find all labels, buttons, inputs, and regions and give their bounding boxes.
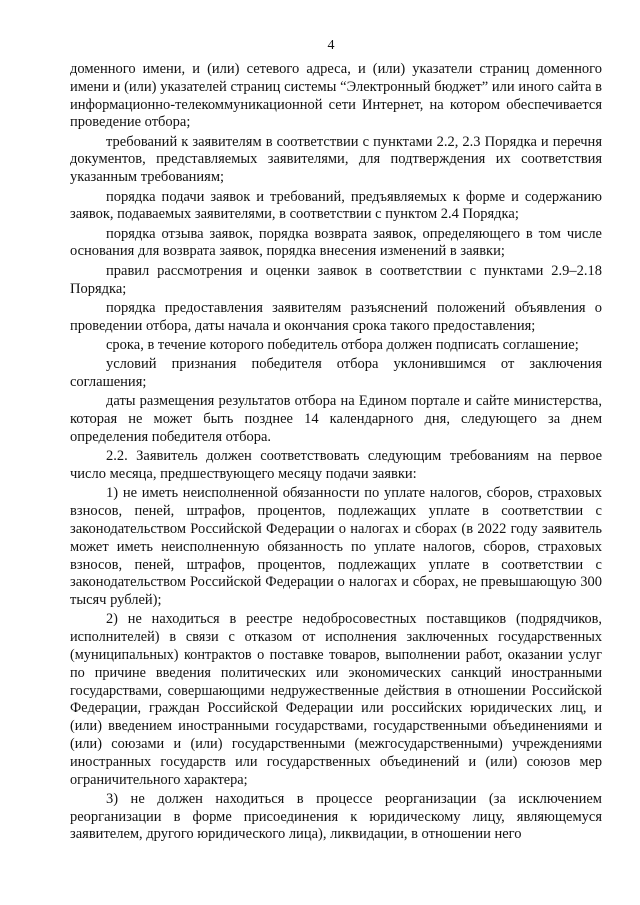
paragraph-section-2-2: 2.2. Заявитель должен соответствовать следующим требованиям на первое число месяца, предшествующего месяцу подачи заявки: [70,448,602,483]
paragraph-application-submission: порядка подачи заявок и требований, предъявляемых к форме и содержанию заявок, подаваемых заявителями, в соответствии с пунктом 2.4 Порядка; [70,188,602,223]
paragraph-item-2-registry: 2) не находиться в реестре недобросовестных поставщиков (подрядчиков, исполнителей) в связи с отказом от исполнения заключенных государственных (муниципальных) контрактов о поставке товаров, выполнении работ, оказании услуг по причине введения политических или экономических санкций иностранными государствами, совершающими недружественные действия в отношении Российской Федерации, граждан Российской Федерации или российских юридических лиц, и (или) введением иностранными государствами, государственными объединениями и (или) союзами и (или) государственными (межгосударственными) учреждениями иностранных государств или государственных объединений и (или) союзов мер ограничительного характера; [70,611,602,788]
document-body [70,61,602,844]
paragraph-signing-deadline: срока, в течение которого победитель отбора должен подписать соглашение; [106,336,579,353]
paragraph-clarifications: порядка предоставления заявителям разъяснений положений объявления о проведении отбора, даты начала и окончания срока такого предоставления; [70,299,602,334]
paragraph-site-address: доменного имени, и (или) сетевого адреса, и (или) указатели страниц доменного имени и (или) указателей страниц системы “Электронный бюджет” или иного сайта в информационно-телекоммуникационной сети Интернет, на котором обеспечивается проведение отбора; [70,61,602,131]
paragraph-item-3-reorganization: 3) не должен находиться в процессе реорганизации (за исключением реорганизации в форме присоединения к юридическому лицу, являющемуся заявителем, другого юридического лица), ликвидации, в отношении него [70,790,602,843]
page-number: 4 [327,38,335,53]
paragraph-evasion-conditions: условий признания победителя отбора уклонившимся от заключения соглашения; [70,356,602,391]
paragraph-item-1-taxes: 1) не иметь неисполненной обязанности по уплате налогов, сборов, страховых взносов, пеней, штрафов, процентов, подлежащих уплате в соответствии с законодательством Российской Федерации о налогах и сборах (в 2022 году заявитель может иметь неисполненную обязанность по уплате налогов, сборов, страховых взносов, пеней, штрафов, процентов, подлежащих уплате в соответствии с законодательством Российской Федерации о налогах и сборах, не превышающую 300 тысяч рублей); [70,485,602,609]
paragraph-applicant-requirements: требований к заявителям в соответствии с пунктами 2.2, 2.3 Порядка и перечня документов, представляемых заявителями, для подтверждения их соответствия указанным требованиям; [70,133,602,186]
paragraph-results-publication: даты размещения результатов отбора на Едином портале и сайте министерства, которая не может быть позднее 14 календарного дня, следующего за днем определения победителя отбора. [70,393,602,445]
paragraph-review-rules: правил рассмотрения и оценки заявок в соответствии с пунктами 2.9–2.18 Порядка; [70,262,602,297]
paragraph-application-withdrawal: порядка отзыва заявок, порядка возврата заявок, определяющего в том числе основания для возврата заявок, порядка внесения изменений в заявки; [70,225,602,260]
